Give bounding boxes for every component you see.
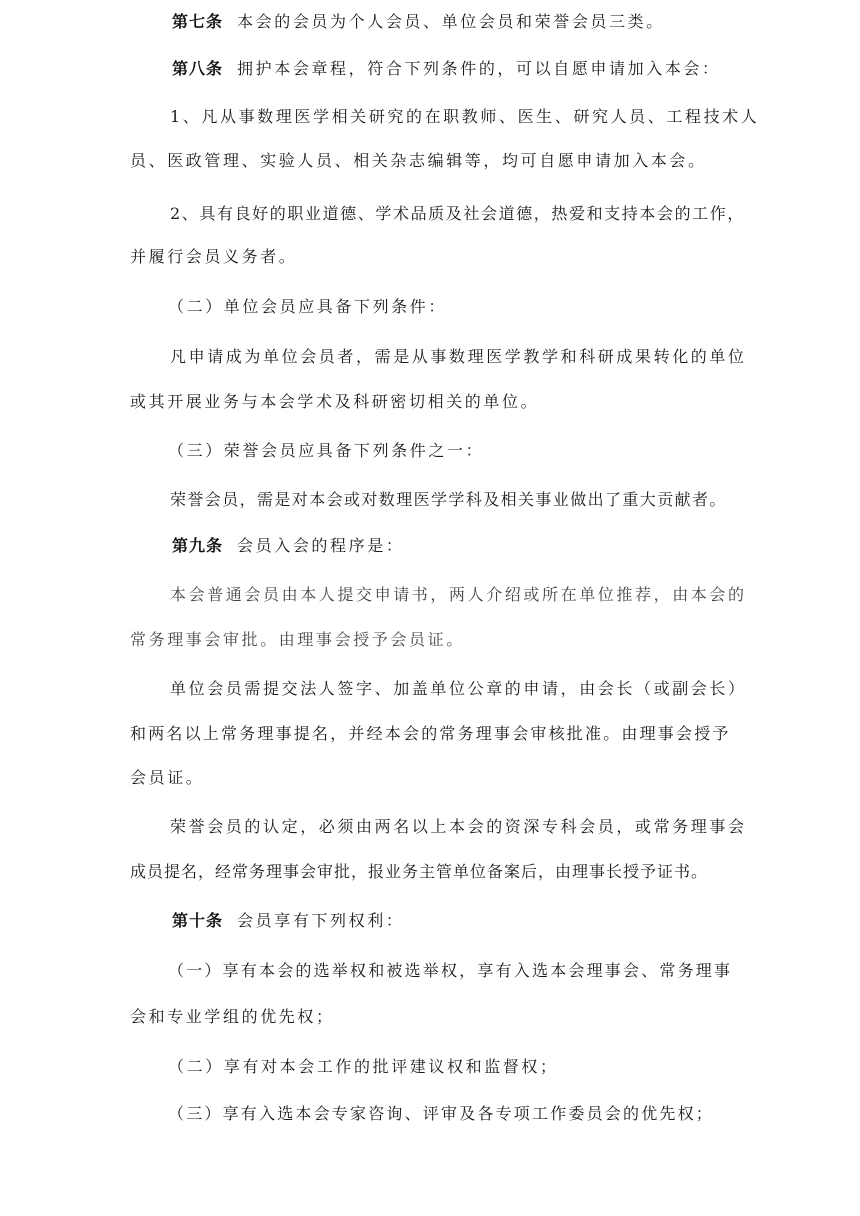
para-9b-line-2	[0, 722, 860, 746]
item-2-text-1: 2、具有良好的职业道德、学术品质及社会道德，热爱和支持本会的工作，	[170, 204, 745, 223]
right-1-line-2	[0, 1005, 860, 1029]
section-3-text-1: 荣誉会员，需是对本会或对数理医学学科及相关事业做出了重大贡献者。	[170, 490, 727, 509]
item-2-text-2: 并履行会员义务者。	[130, 247, 298, 266]
right-1-line-1	[0, 959, 860, 983]
section-3-line-1	[0, 488, 860, 512]
item-2-line-1	[0, 202, 860, 226]
para-9c-line-1	[0, 815, 860, 839]
article-7	[0, 10, 860, 34]
section-2-text-2: 或其开展业务与本会学术及科研密切相关的单位。	[130, 392, 540, 411]
article-9	[0, 534, 860, 558]
section-3-heading	[0, 439, 860, 463]
right-2-line-1	[0, 1055, 860, 1079]
item-1-line-1	[0, 105, 860, 129]
para-9a-text-2: 常务理事会审批。由理事会授予会员证。	[130, 630, 465, 649]
para-9b-text-1: 单位会员需提交法人签字、加盖单位公章的申请，由会长（或副会长）	[170, 679, 747, 698]
article-8-text: 拥护本会章程，符合下列条件的，可以自愿申请加入本会：	[237, 59, 721, 78]
article-10	[0, 909, 860, 933]
para-9c-text-1: 荣誉会员的认定，必须由两名以上本会的资深专科会员，或常务理事会	[170, 817, 747, 836]
section-2-line-2	[0, 390, 860, 414]
article-7-title: 第七条	[172, 12, 224, 31]
article-10-text: 会员享有下列权利：	[237, 911, 405, 930]
item-1-line-2	[0, 149, 860, 173]
para-9c-line-2	[0, 860, 860, 884]
section-2-text-1: 凡申请成为单位会员者，需是从事数理医学教学和科研成果转化的单位	[170, 347, 747, 366]
right-3-line-1	[0, 1102, 860, 1126]
right-3-text-1: （三）享有入选本会专家咨询、评审及各专项工作委员会的优先权；	[168, 1104, 715, 1123]
right-2-text-1: （二）享有对本会工作的批评建议权和监督权；	[168, 1057, 559, 1076]
article-9-text: 会员入会的程序是：	[237, 536, 405, 555]
para-9a-line-2	[0, 628, 860, 652]
item-1-text-1: 1、凡从事数理医学相关研究的在职教师、医生、研究人员、工程技术人	[170, 107, 760, 126]
article-8-title: 第八条	[172, 59, 224, 78]
section-3-heading-text: （三）荣誉会员应具备下列条件之一：	[168, 441, 485, 460]
para-9c-text-2: 成员提名，经常务理事会审批，报业务主管单位备案后，由理事长授予证书。	[130, 862, 709, 881]
article-7-text: 本会的会员为个人会员、单位会员和荣誉会员三类。	[237, 12, 665, 31]
right-1-text-2: 会和专业学组的优先权；	[130, 1007, 335, 1026]
item-2-line-2	[0, 245, 860, 269]
article-9-title: 第九条	[172, 536, 224, 555]
para-9b-text-3: 会员证。	[130, 768, 205, 787]
para-9b-text-2: 和两名以上常务理事提名，并经本会的常务理事会审核批准。由理事会授予	[130, 724, 731, 743]
para-9a-text-1: 本会普通会员由本人提交申请书，两人介绍或所在单位推荐，由本会的	[170, 585, 747, 604]
article-10-title: 第十条	[172, 911, 224, 930]
right-1-text-1: （一）享有本会的选举权和被选举权，享有入选本会理事会、常务理事	[168, 961, 733, 980]
para-9a-line-1	[0, 583, 860, 607]
para-9b-line-3	[0, 766, 860, 790]
para-9b-line-1	[0, 677, 860, 701]
article-8	[0, 57, 860, 81]
item-1-text-2: 员、医政管理、实验人员、相关杂志编辑等，均可自愿申请加入本会。	[130, 151, 707, 170]
section-2-heading-text: （二）单位会员应具备下列条件：	[168, 297, 448, 316]
section-2-line-1	[0, 345, 860, 369]
section-2-heading	[0, 295, 860, 319]
